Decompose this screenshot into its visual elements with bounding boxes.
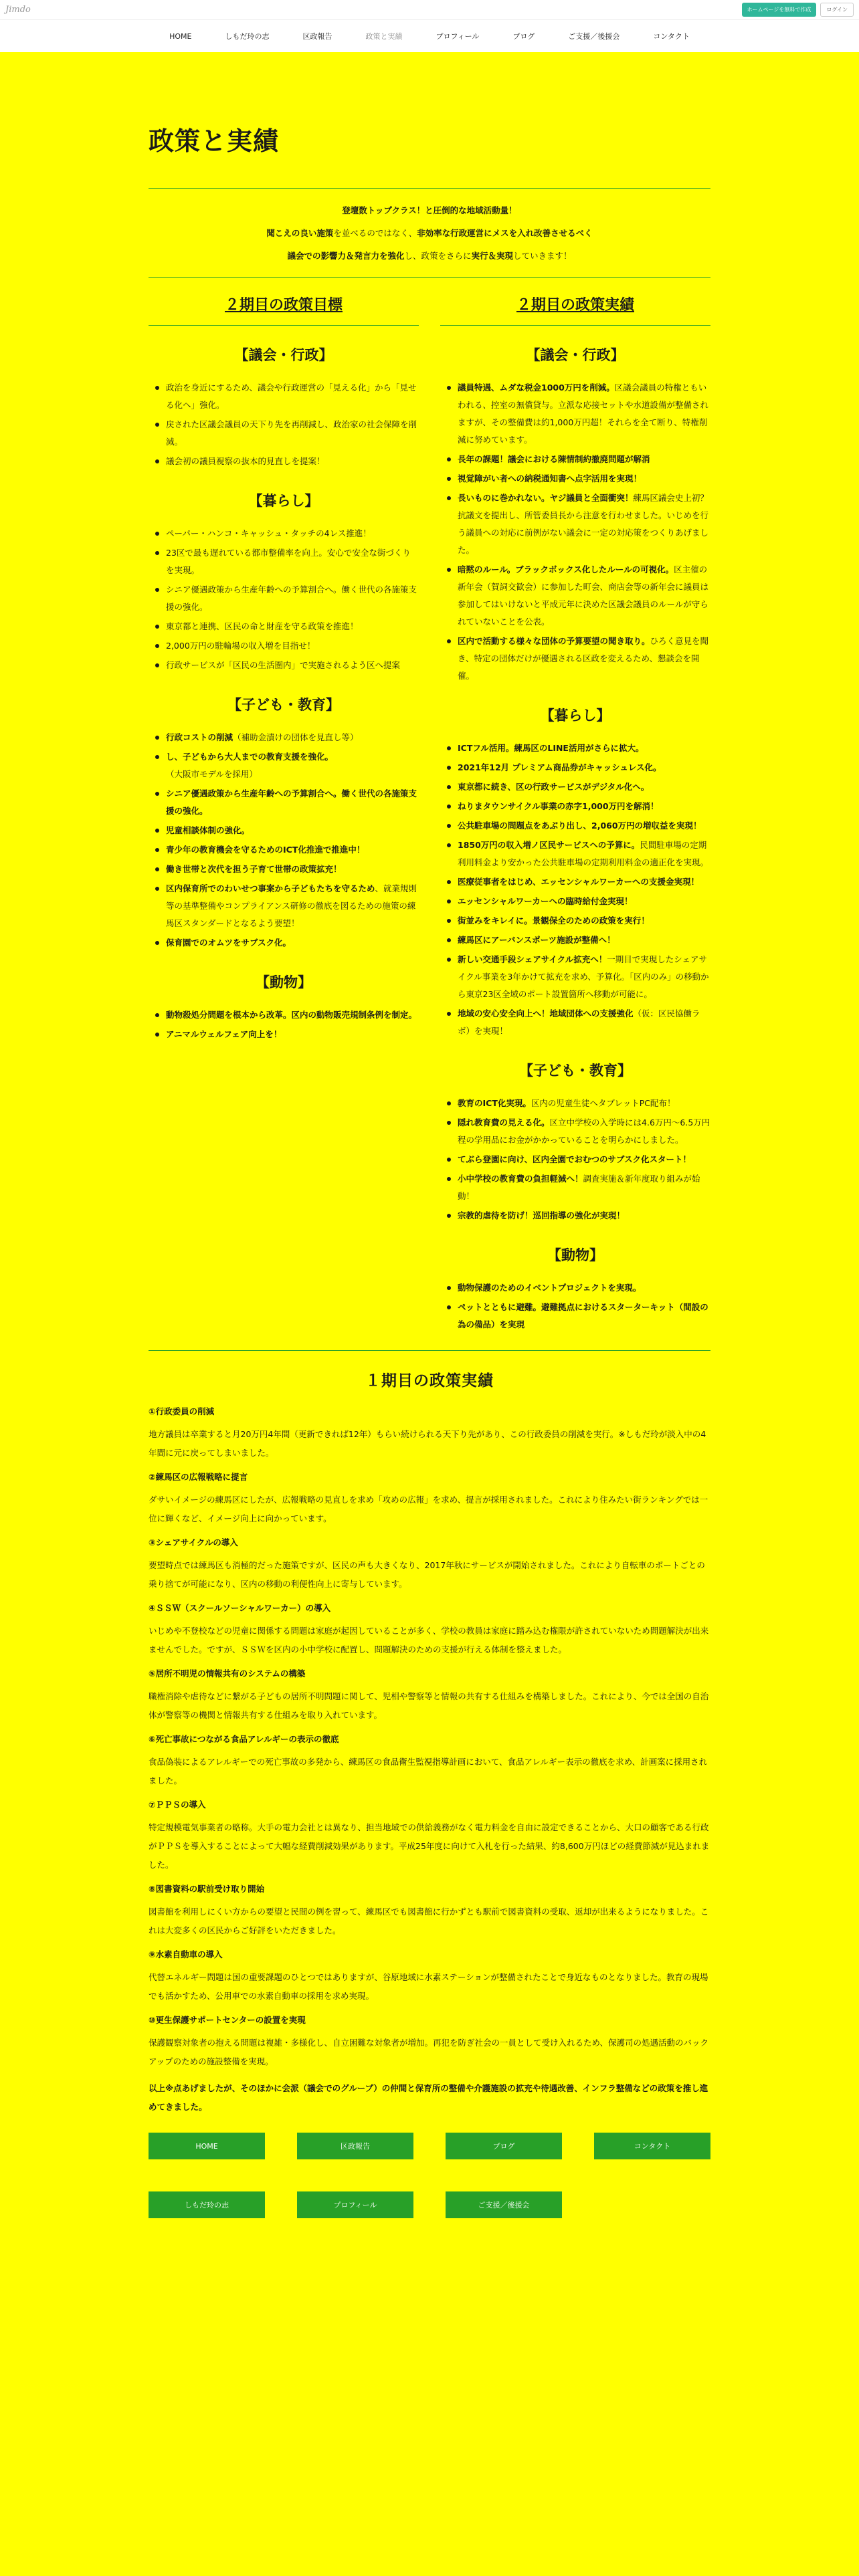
first-term-title: １期目の政策実績 (365, 1372, 494, 1390)
section-heading: 【議会・行政】 (526, 347, 625, 363)
item-bold-text: 2021年12月 プレミアム商品券がキャッシュレス化。 (458, 762, 662, 772)
policy-item (149, 1405, 710, 1463)
list-item (451, 837, 710, 871)
list-item (451, 1151, 710, 1168)
policy-text: 地方議員は卒業すると月20万円4年間（更新できれば12年）もらい続けられる天下り先があり、この行政委員の削減を実行。※しもだ玲が淡入中の4年間に元に戻ってしまいました。 (149, 1429, 706, 1458)
nav-home[interactable]: HOME (169, 31, 192, 41)
policy-item (149, 1667, 710, 1725)
item-text: シニア優遇政策から生産年齢への予算割合へ。働く世代の各施策支援の強化。 (166, 584, 417, 612)
item-bold-text: 隠れ教育費の見える化。 (458, 1117, 550, 1128)
item-bold-text: 地域の安心安全向上へ！地域団体への支援強化 (458, 1008, 634, 1018)
item-bold-text: ペットとともに避難。避難拠点におけるスターターキット（間設の為の備品）を実現 (458, 1302, 708, 1329)
item-bold-text: 働き世帯と次代を担う子育て世帯の政策拡充！ (166, 864, 342, 874)
item-bold-text: 宗教的虐待を防げ！巡回指導の強化が実現！ (458, 1210, 626, 1220)
list-item (451, 778, 710, 796)
footer-support-button[interactable]: ご支援／後援会 (446, 2191, 562, 2218)
policy-text: 食品偽装によるアレルギーでの死亡事故の多発から、練馬区の食品衛生監視指導計画において、食品アレルギー表示の徹底を求め、計画案に採用されました。 (149, 1757, 708, 1786)
policy-heading: ⑨水素自動車の導入 (149, 1949, 223, 1959)
bullet-list (440, 1279, 710, 1333)
list-item (451, 451, 710, 468)
intro-phrase: 実行＆実現 (471, 251, 514, 261)
list-item (451, 817, 710, 835)
list-item (451, 912, 710, 930)
list-item (159, 379, 419, 414)
list-item (159, 453, 419, 470)
item-bold-text: し、子どもから大人までの教育支援を強化。 (166, 752, 334, 762)
nav-policy[interactable]: 政策と実績 (365, 32, 403, 41)
intro-phrase: し、政策をさらに (404, 251, 472, 261)
policy-text: 要望時点では練馬区も消極的だった施策ですが、区民の声も大きくなり、2017年秋にサービスが開始されました。これにより自転車のポートごとの乗り捨てが可能になり、区内の移動の利便性向上に寄与しています。 (149, 1560, 705, 1589)
item-bold-text: 街並みをキレイに。景観保全のための政策を実行！ (458, 916, 650, 926)
list-item (159, 637, 419, 655)
results-title: ２期目の政策実績 (440, 294, 710, 326)
list-item (159, 544, 419, 579)
list-item (451, 379, 710, 449)
nav-profile[interactable]: プロフィール (436, 32, 480, 41)
policy-text: ダサいイメージの練馬区にしたが、広報戦略の見直しを求め「攻めの広報」を求め、提言が採用されました。これにより住みたい街ランキングでは一位に輝くなど、イメージ向上に向かっています。 (149, 1495, 708, 1523)
item-text: 東京都と連携、区民の命と財産を守る政策を推進！ (166, 621, 359, 631)
list-item (451, 893, 710, 910)
policy-heading: ②練馬区の広報戦略に提言 (149, 1472, 248, 1482)
item-text: 議会初の議員視察の抜本的見直しを提案！ (166, 456, 325, 466)
bullet-list (440, 740, 710, 1040)
policy-text: いじめや不登校などの児童に関係する問題は家庭が起因していることが多く、学校の教員は家庭に踏み込む権限が許されていないため問題解決が出来ませんでした。ですが、ＳＳＷを区内の小中学校に配置し、問題解決のための支援が行える体制を整えました。 (149, 1626, 709, 1654)
item-bold-text: 長いものに巻かれない。ヤジ議員と全面衝突！ (458, 493, 634, 503)
item-text: 民間駐車場の定期利用料金より安かった公共駐車場の定期利用料金の適正化を実現。 (458, 840, 709, 867)
jimdo-logo[interactable]: Jimdo (5, 5, 31, 15)
footer-buttons (149, 2133, 710, 2218)
policy-columns (149, 294, 710, 1335)
item-text: 戻された区議会議員の天下り先を再削減し、政治家の社会保障を削減。 (166, 419, 417, 447)
list-item (159, 785, 419, 820)
item-bold-text: 練馬区にアーバンスポーツ施設が整備へ！ (458, 935, 615, 945)
item-bold-text: 視覚障がい者への納税通知書へ点字活用を実現！ (458, 473, 642, 484)
list-item (451, 561, 710, 631)
first-term-list (149, 1405, 710, 2071)
list-item (451, 1095, 710, 1112)
list-item (159, 416, 419, 451)
item-bold-text: 教育のICT化実現。 (458, 1098, 531, 1108)
section-heading: 【議会・行政】 (234, 347, 333, 363)
item-bold-text: 1850万円の収入増ノ区民サービスへの予算に。 (458, 840, 640, 850)
section-heading: 【動物】 (547, 1247, 603, 1263)
section-heading: 【暮らし】 (248, 493, 319, 509)
intro-phrase: 聞こえの良い施策 (266, 228, 334, 238)
closing-text: 以上※点あげましたが、そのほかに会派（議会でのグループ）の仲間と保育所の整備や介護施設の拡充や待遇改善、インフラ整備などの政策を推し進めてきました。 (149, 2083, 708, 2112)
policy-heading: ③シェアサイクルの導入 (149, 1537, 238, 1547)
item-text: 2,000万円の駐輪場の収入増を目指せ！ (166, 641, 316, 651)
item-bold-text: ICTフル活用。練馬区のLINE活用がさらに拡大。 (458, 743, 644, 753)
item-text: 区主催の新年会（賀詞交歓会）に参加した町会、商店会等の新年会に議員は参加してはいけないと平成元年に決めた区議会議員のルールが守られていないことを公表。 (458, 564, 709, 627)
list-item (451, 1279, 710, 1297)
footer-blog-button[interactable]: ブログ (446, 2133, 562, 2159)
item-text: （補助金漬けの団体を見直し等） (233, 732, 359, 742)
bullet-list (149, 1006, 419, 1043)
item-bold-text: 暗黙のルール。ブラックボックス化したルールの可視化。 (458, 564, 674, 574)
list-item (159, 729, 419, 746)
item-bold-text: 動物保護のためのイベントプロジェクトを実現。 (458, 1283, 642, 1293)
main-content (149, 52, 710, 2218)
item-bold-text: てぶら登園に向け、区内全園でおむつのサブスク化スタート！ (458, 1154, 692, 1164)
list-item (159, 581, 419, 616)
item-text: 、就業規則等の基準整備やコンプライアンス研修の徹底を図るための施策の練馬区スタンダードとなるよう要望！ (166, 883, 417, 928)
policy-heading: ④ＳＳＷ（スクールソーシャルワーカー）の導入 (149, 1603, 331, 1613)
nav-contact[interactable]: コンタクト (653, 32, 690, 41)
bullet-list (149, 729, 419, 952)
item-bold-text: 区内保育所でのわいせつ事案から子どもたちを守るため (166, 883, 375, 893)
list-item (451, 740, 710, 757)
footer-vision-button[interactable]: しもだ玲の志 (149, 2191, 265, 2218)
list-item (451, 1299, 710, 1333)
policy-item (149, 2014, 710, 2071)
intro-block (149, 189, 710, 277)
item-text: ペーパー・ハンコ・キャッシュ・タッチの4レス推進！ (166, 528, 371, 538)
item-text: 区議会議員の特権ともいわれる、控室の無償貸与。立派な応接セットや水道設備が整備されますが、その整備費は約1,000万円超！それらを全て断り、特権削減に努めています。 (458, 383, 709, 445)
policy-item (149, 1536, 710, 1594)
section-heading: 【子ども・教育】 (519, 1063, 632, 1079)
nav-vision[interactable]: しもだ玲の志 (225, 32, 270, 41)
item-bold-text: 保育園でのオムツをサブスク化。 (166, 938, 292, 948)
item-bold-text: 青少年の教育機会を守るためのICT化推進で推進中！ (166, 845, 365, 855)
item-bold-text: 長年の課題！議会における陳情制約撤廃問題が解消 (458, 454, 650, 464)
list-item (451, 759, 710, 776)
item-text: 練馬区議会史上初？抗議文を提出し、所管委員長から注意を行わせました。いじめを行う議員への対応に前例がない議会に一定の対応策をつくりあげました。 (458, 493, 709, 555)
intro-line-1: 登壇数トップクラス！と圧倒的な地域活動量！ (342, 205, 517, 215)
item-bold-text: 議員特遇、ムダな税金1000万円を削減。 (458, 383, 615, 393)
list-item (159, 934, 419, 952)
list-item (451, 798, 710, 815)
footer-home-button[interactable]: HOME (149, 2133, 265, 2159)
bullet-list (440, 379, 710, 685)
policy-item (149, 1883, 710, 1940)
item-bold-text: 小中学校の教育費の負担軽減へ！ (458, 1174, 583, 1184)
item-text: ひろく意見を聞き、特定の団体だけが優遇される区政を変えるため、懇談会を開催。 (458, 636, 709, 681)
policy-item (149, 1948, 710, 2006)
item-bold-text: 動物殺処分問題を根本から改革。区内の動物販売規制条例を制定。 (166, 1010, 417, 1020)
footer-profile-button[interactable]: プロフィール (297, 2191, 413, 2218)
goals-column (149, 294, 419, 1335)
policy-text: 職権消除や虐待などに繋がる子どもの居所不明問題に関して、児相や警察等と情報の共有する仕組みを構築しました。これにより、今では全国の自治体が警察等の機関と情報共有する仕組みを取り入れています。 (149, 1691, 709, 1720)
goals-title: ２期目の政策目標 (149, 294, 419, 326)
bullet-list (149, 379, 419, 470)
list-item (451, 1170, 710, 1205)
item-text: 行政サービスが「区民の生活圏内」で実施されるよう区へ提案 (166, 660, 401, 670)
nav-blog[interactable]: ブログ (512, 32, 535, 41)
item-bold-text: 区内で活動する様々な団体の予算要望の聞き取り。 (458, 636, 650, 646)
policy-heading: ⑩更生保護サポートセンターの設置を実現 (149, 2015, 306, 2025)
list-item (451, 1207, 710, 1224)
policy-item (149, 1733, 710, 1790)
policy-text: 特定規模電気事業者の略称。大手の電力会社とは異なり、担当地域での供給義務がなく電力料金を自由に設定できることから、大口の顧客である行政がＰＰＳを導入することによって大幅な経費削減効果があります。平成25年度に向けて入札を行った結果、約8,600万円ほどの経費節減が見込まれました。 (149, 1822, 710, 1870)
item-bold-text: エッセンシャルワーカーへの臨時給付金実現！ (458, 896, 633, 906)
item-text: 調査実施＆新年度取り組みが始動！ (458, 1174, 700, 1201)
section-heading: 【暮らし】 (540, 708, 611, 724)
intro-phrase: を並べるのではなく、 (333, 228, 417, 238)
list-item (451, 873, 710, 891)
list-item (451, 1114, 710, 1149)
list-item (159, 880, 419, 932)
list-item (159, 525, 419, 542)
list-item (159, 822, 419, 839)
divider (149, 277, 710, 278)
item-bold-text: 行政コストの削減 (166, 732, 233, 742)
item-text: （大阪市モデルを採用） (166, 769, 258, 779)
item-text: 区内の児童生徒へタブレットPC配布！ (531, 1098, 676, 1108)
item-bold-text: ねりまタウンサイクル事業の赤字1,000万円を解消！ (458, 801, 659, 811)
login-button[interactable]: ログイン (820, 3, 854, 17)
footer-contact-button[interactable]: コンタクト (594, 2133, 710, 2159)
list-item (451, 490, 710, 559)
divider (149, 1350, 710, 1351)
section-heading: 【子ども・教育】 (227, 697, 340, 713)
bullet-list (440, 1095, 710, 1224)
list-item (159, 1006, 419, 1024)
list-item (159, 1026, 419, 1043)
policy-text: 保護観察対象者の抱える問題は複雑・多様化し、自立困難な対象者が増加。再犯を防ぎ社会の一員として受け入れるため、保護司の処遇活動のバックアップのための施設整備を実現。 (149, 2038, 709, 2066)
list-item (159, 841, 419, 859)
item-bold-text: 新しい交通手段シェアサイクル拡充へ！ (458, 954, 607, 964)
item-text: 政治を身近にするため、議会や行政運営の「見える化」から「見せる化へ」強化。 (166, 383, 417, 410)
intro-phrase: 議会での影響力＆発言力を強化 (287, 251, 405, 261)
list-item (159, 618, 419, 635)
intro-phrase: していきます！ (513, 251, 572, 261)
main-nav (0, 20, 859, 52)
item-bold-text: アニマルウェルフェア向上を！ (166, 1029, 282, 1039)
list-item (159, 657, 419, 674)
list-item (451, 951, 710, 1003)
policy-heading: ⑤居所不明児の情報共有のシステムの構築 (149, 1669, 306, 1679)
create-homepage-button[interactable]: ホームページを無料で作成 (742, 3, 817, 17)
intro-phrase: 非効率な行政運営にメスを入れ改善させるべく (417, 228, 593, 238)
section-heading: 【動物】 (256, 974, 312, 990)
item-bold-text: シニア優遇政策から生産年齢への予算割合へ。働く世代の各施策支援の強化。 (166, 788, 417, 816)
policy-heading: ⑧図書資料の駅前受け取り開始 (149, 1884, 265, 1894)
policy-text: 図書館を利用しにくい方からの要望と民間の例を習って、練馬区でも図書館に行かずとも駅前で図書資料の受取、返却が出来るようになりました。これは大変多くの区民からご好評をいただきました。 (149, 1907, 709, 1935)
item-bold-text: 東京都に続き、区の行政サービスがデジタル化へ。 (458, 782, 650, 792)
policy-heading: ⑥死亡事故につながる食品アレルギーの表示の徹底 (149, 1734, 339, 1744)
item-text: 一期目で実現したシェアサイクル事業を3年かけて拡充を求め、予算化。「区内のみ」の移動から東京23区全域のポート設置箇所へ移動が可能に。 (458, 954, 709, 999)
list-item (451, 633, 710, 685)
policy-item (149, 1602, 710, 1659)
list-item (451, 932, 710, 949)
item-text: （仮：区民協働ラボ）を実現！ (458, 1008, 700, 1036)
list-item (451, 470, 710, 488)
item-text: 23区で最も遅れている都市整備率を向上。安心で安全な街づくりを実現。 (166, 548, 411, 575)
nav-report[interactable]: 区政報告 (302, 32, 332, 41)
policy-heading: ⑦ＰＰＳの導入 (149, 1800, 206, 1810)
item-text: 区立中学校の入学時には4.6万円〜6.5万円程の学用品にお金がかかっていることを明らかにしました。 (458, 1117, 710, 1145)
item-bold-text: 公共駐車場の問題点をあぶり出し、2,060万円の増収益を実現！ (458, 821, 702, 831)
policy-item (149, 1798, 710, 1874)
policy-heading: ①行政委員の削減 (149, 1406, 215, 1416)
policy-text: 代替エネルギー問題は国の重要課題のひとつではありますが、谷原地域に水素ステーションが整備されたことで身近なものとなりました。教育の現場でも活かすため、公用車での水素自動車の採用を求め実現。 (149, 1972, 708, 2001)
jimdo-topbar (0, 0, 859, 20)
item-bold-text: 児童相談体制の強化。 (166, 825, 250, 835)
page-title: 政策と実績 (149, 126, 280, 156)
item-bold-text: 医療従事者をはじめ、エッセンシャルワーカーへの支援金実現！ (458, 877, 699, 887)
nav-support[interactable]: ご支援／後援会 (568, 32, 620, 41)
list-item (159, 748, 419, 783)
policy-item (149, 1471, 710, 1528)
results-column (440, 294, 710, 1335)
list-item (159, 861, 419, 878)
bullet-list (149, 525, 419, 674)
list-item (451, 1005, 710, 1040)
footer-report-button[interactable]: 区政報告 (297, 2133, 413, 2159)
